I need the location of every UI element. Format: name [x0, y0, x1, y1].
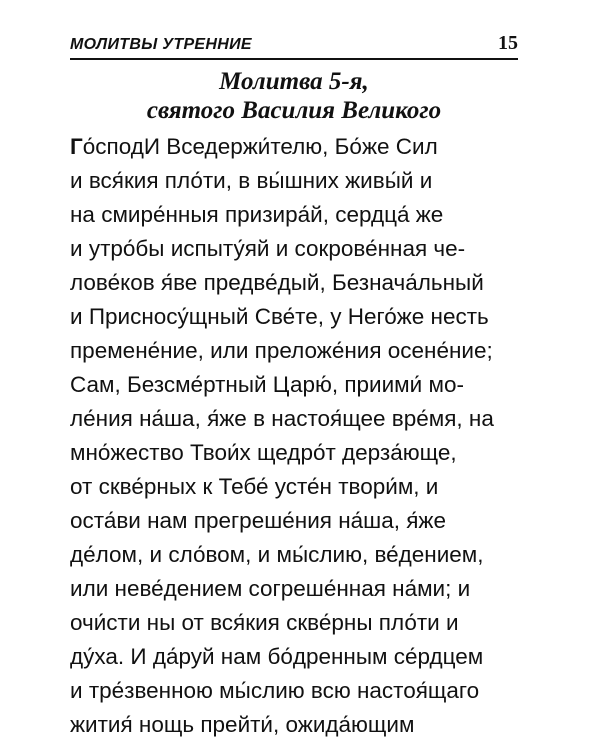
prayer-line-1: [70, 133, 518, 161]
prayer-line-12: оста́ви нам прегреше́ния на́ша, я́же: [70, 508, 446, 533]
running-title: МОЛИТВЫ УТРЕННИЕ: [70, 36, 252, 53]
prayer-line-15: очи́сти ны от вся́кия скве́рны пло́ти и: [70, 610, 459, 635]
initial-letter: Г: [70, 134, 83, 159]
running-header: [70, 30, 518, 60]
prayer-line-3: на смире́нныя призира́й, сердца́ же: [70, 202, 444, 227]
prayer-line-2: и вся́кия пло́ти, в вы́шних живы́й и: [70, 168, 433, 193]
prayer-line-9: ле́ния на́ша, я́же в настоя́щее вре́мя, на: [70, 406, 494, 431]
prayer-line-6: и Присносу́щный Све́те, у Него́же несть: [70, 304, 489, 329]
page-number: 15: [498, 32, 518, 54]
prayer-line-8: Сам, Безсме́ртный Царю́, приими́ мо-: [70, 372, 464, 397]
prayer-title-line-1: Молитва 5-я,: [219, 68, 369, 95]
prayer-title-line-2: святого Василия Великого: [146, 97, 442, 124]
prayer-line-7: премене́ние, или преложе́ния осене́ние;: [70, 338, 493, 363]
prayer-line-16: ду́ха. И да́руй нам бо́дренным се́рдцем: [70, 644, 484, 669]
prayer-line-18: жития́ нощь прейти́, ожида́ющим: [70, 712, 415, 737]
prayer-line-11: от скве́рных к Тебе́ усте́н твори́м, и: [70, 474, 439, 499]
prayer-line-4: и утро́бы испыту́яй и сокрове́нная че-: [70, 236, 466, 261]
prayer-line-14: или неве́дением согреше́нная на́ми; и: [70, 576, 471, 601]
prayer-line-17: и тре́звенною мы́слию всю настоя́щаго: [70, 678, 480, 703]
prayer-line-13: де́лом, и сло́вом, и мы́слию, ве́дением,: [70, 542, 484, 567]
prayer-line-5: лове́ков я́ве предве́дый, Безнача́льный: [70, 270, 484, 295]
prayer-line-10: мно́жество Твои́х щедро́т дерза́юще,: [70, 440, 457, 465]
prayer-line-1-text: о́сподИ Вседержи́телю, Бо́же Сил: [82, 134, 438, 159]
